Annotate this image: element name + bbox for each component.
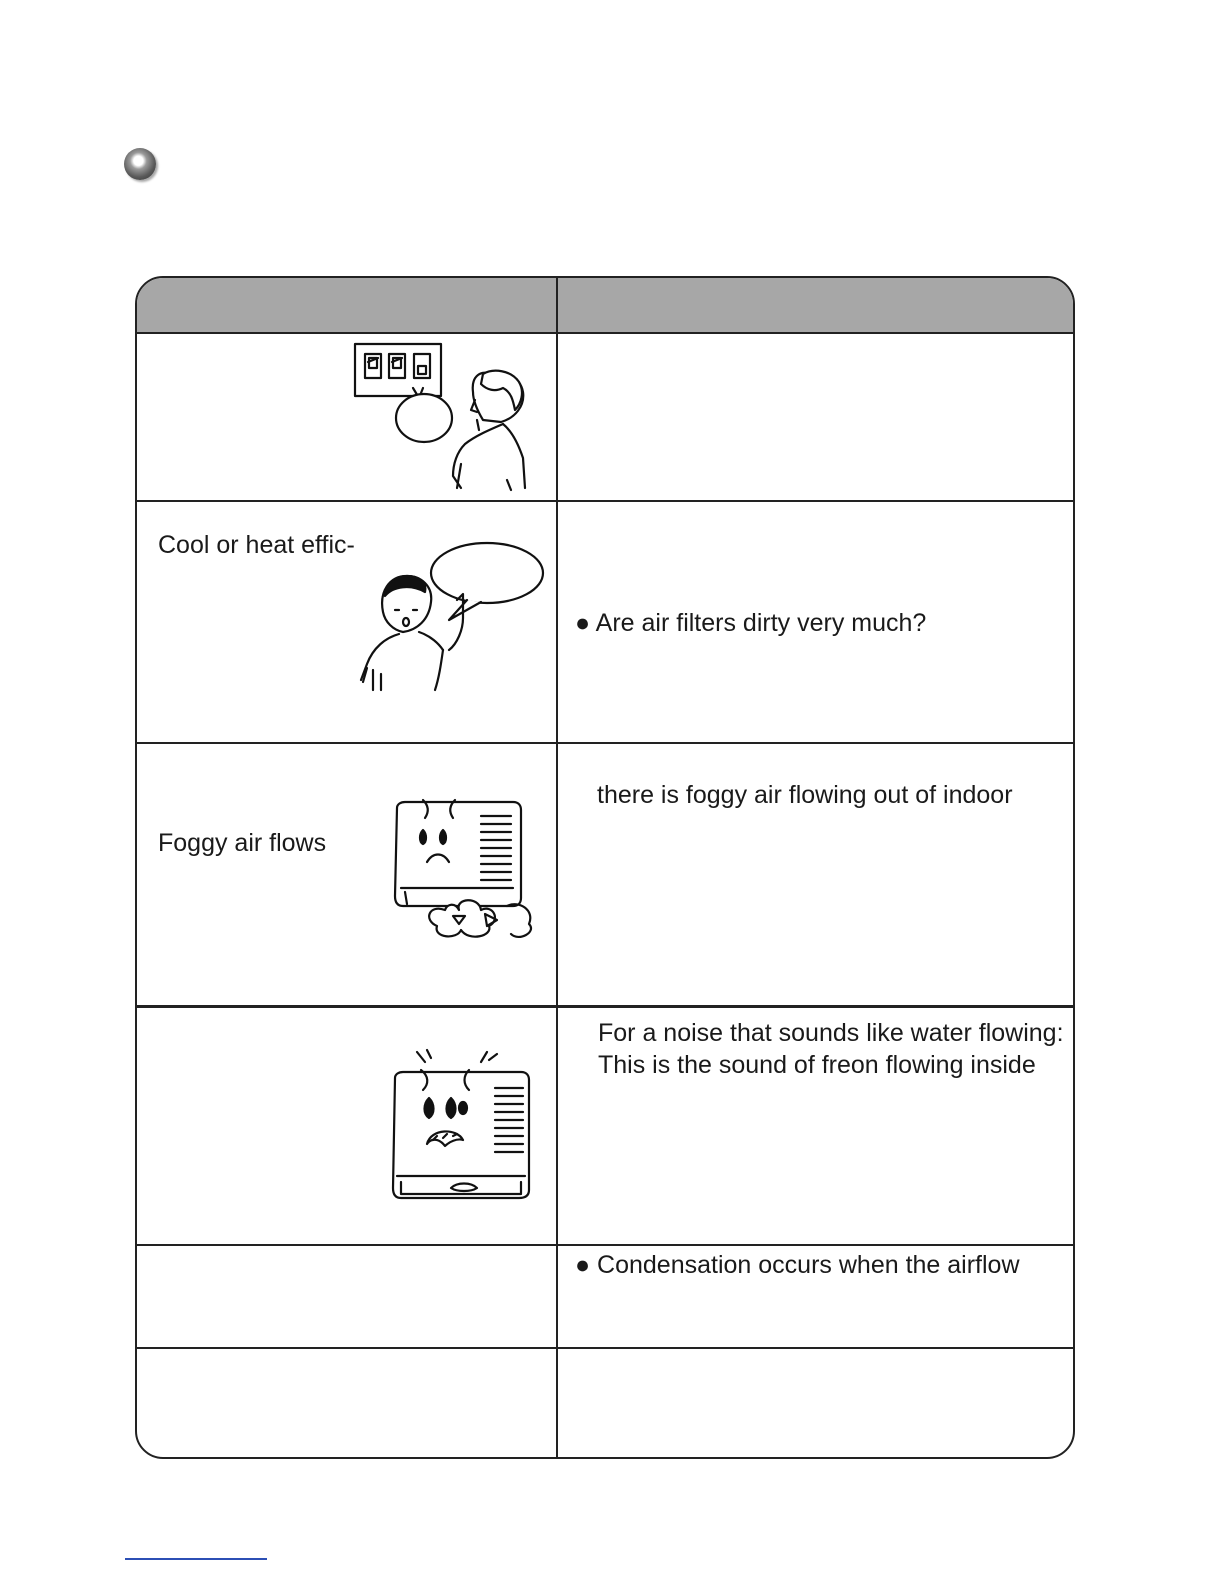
remedy-text: there is foggy air flowing out of indoor — [597, 781, 1013, 809]
remedy-text: ● Are air filters dirty very much? — [575, 609, 927, 637]
column-divider — [556, 278, 558, 1457]
troubleshooting-table — [135, 276, 1075, 1459]
sad-unit-fog-icon — [389, 794, 549, 949]
row-divider — [137, 742, 1073, 744]
row-divider — [137, 500, 1073, 502]
person-speech-bubble-icon — [359, 540, 549, 715]
indicator-lamps-person-icon — [353, 340, 543, 500]
row-divider — [137, 1347, 1073, 1349]
symptom-text: Cool or heat effic- — [158, 531, 355, 559]
worried-unit-noise-icon — [387, 1048, 537, 1211]
symptom-text: Foggy air flows — [158, 829, 327, 857]
table-header — [137, 278, 1073, 334]
row-divider — [137, 1005, 1073, 1008]
footer-link-underline[interactable] — [125, 1558, 267, 1560]
remedy-text-line: For a noise that sounds like water flowing: — [598, 1019, 1064, 1047]
remedy-text: ● Condensation occurs when the airflow — [575, 1251, 1020, 1279]
row-divider — [137, 1244, 1073, 1246]
remedy-text-line: This is the sound of freon flowing inside — [598, 1051, 1036, 1079]
round-bullet-icon — [124, 148, 156, 180]
